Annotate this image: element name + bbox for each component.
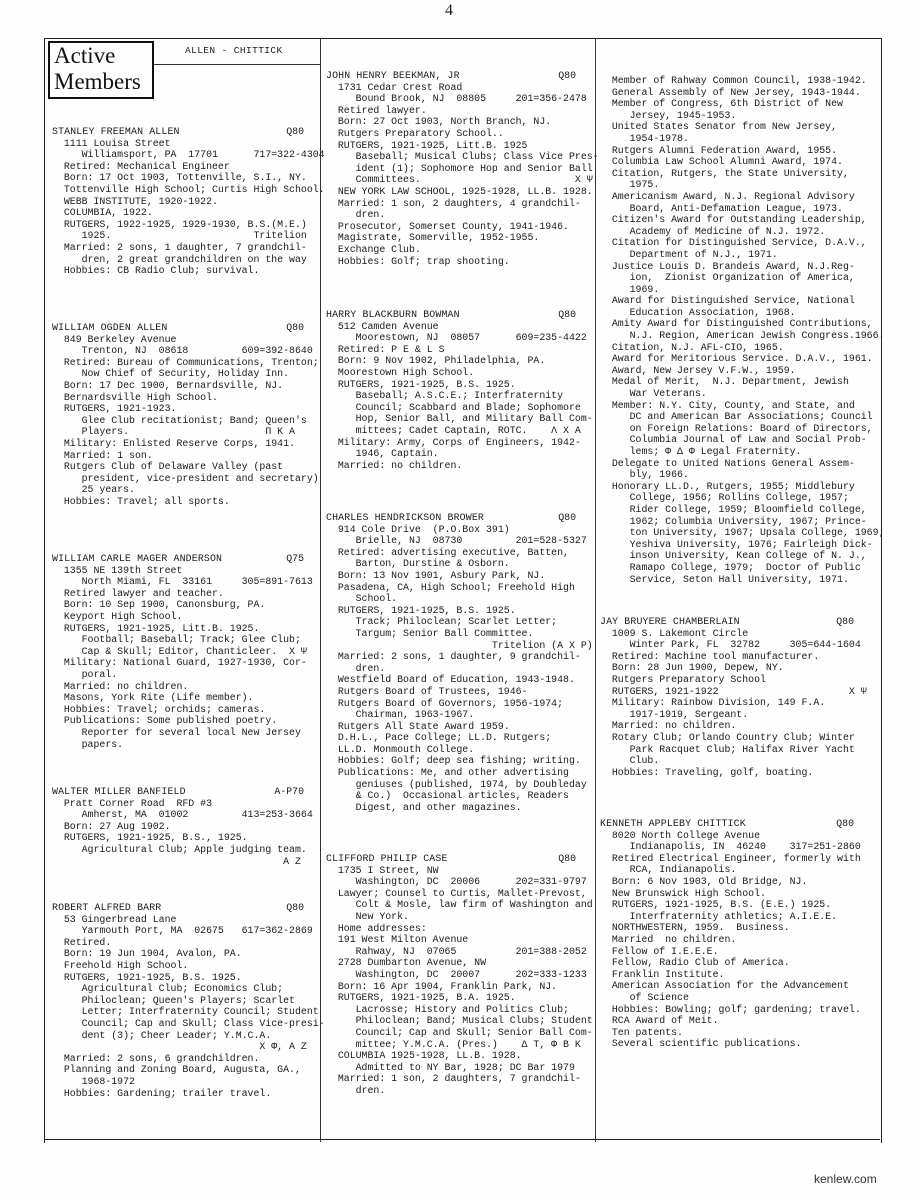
- member-entry-brower: [326, 512, 593, 813]
- class-year: Q80: [836, 616, 854, 627]
- member-details: Member of Rahway Common Council, 1938-1942. General Assembly of New Jersey, 1943-1944. Member of Congress, 6th District of New Jersey, 1945-1953. United States Senator from New Jersey, 1954-1978. Rutgers Alumni Federation Award, 1955. Columbia Law School Alumni Award, 1974. Citation, Rutgers, the State University, 1975. Americanism Award, N.J. Regional Advisory Board, Anti-Defamation League, 1973. Citizen's Award for Outstanding Leadership, Academy of Medicine of N.J. 1972. Citation for Distinguished Service, D.A.V., Department of N.J., 1971. Justice Louis D. Brandeis Award, N.J.Reg- ion, Zionist Organization of America, 1969. Award for Distinguished Service, National Education Association, 1968. Amity Award for Distinguished Contributions, N.J. Region, American Jewish Congress.1966. Citation, N.J. AFL-CIO, 1965. Award for Meritorious Service. D.A.V., 1961. Award, New Jersey V.F.W., 1959. Medal of Merit, N.J. Department, Jewish War Veterans. Member: N.Y. City, County, and State, and DC and American Bar Associations; Council on Foreign Relations: Board of Directors, Columbia Journal of Law and Social Prob- lems; Φ Δ Φ Legal Fraternity. Delegate to United Nations General Assem- bly, 1966. Honorary LL.D., Rutgers, 1955; Middlebury College, 1956; Rollins College, 1957; Rider College, 1959; Bloomfield College, 1962; Columbia University, 1967; Prince- ton University, 1967; Upsala College, 1969; Yeshiva University, 1976; Fairleigh Dick- inson University, Kean College of N. J., Ramapo College, 1979; Doctor of Public Service, Seton Hall University, 1971.: [600, 75, 885, 585]
- member-name: JOHN HENRY BEEKMAN, JR: [326, 70, 460, 81]
- member-entry-case-continued: [600, 75, 885, 585]
- watermark: kenlew.com: [814, 1172, 877, 1186]
- class-year: Q80: [558, 70, 576, 81]
- member-name: ROBERT ALFRED BARR: [52, 902, 162, 913]
- class-year: Q80: [286, 126, 304, 137]
- member-name: STANLEY FREEMAN ALLEN: [52, 126, 180, 137]
- member-entry-allen-william: [52, 322, 319, 508]
- member-entry-allen-stanley: [52, 126, 325, 277]
- header-rule: [154, 64, 320, 65]
- member-name: JAY BRUYERE CHAMBERLAIN: [600, 616, 740, 627]
- column-divider-2: [595, 38, 596, 1142]
- member-details: 1009 S. Lakemont Circle Winter Park, FL 32782 305=644-1604 Retired: Machine tool manufacturer. Born: 28 Jun 1900, Depew, NY. Rutgers Preparatory School RUTGERS, 1921-1922 X Ψ Military: Rainbow Division, 149 F.A. 1917-1919, Sergeant. Married: no children. Rotary Club; Orlando Country Club; Winter Park Racquet Club; Halifax River Yacht Club. Hobbies: Traveling, golf, boating.: [600, 627, 867, 778]
- section-title: Active Members: [54, 43, 141, 94]
- frame-bottom-rule: [44, 1139, 880, 1140]
- member-details: 849 Berkeley Avenue Trenton, NJ 08618 609=392-8640 Retired: Bureau of Communications, Trenton; Now Chief of Security, Holiday Inn. Born: 17 Dec 1900, Bernardsville, NJ. Bernardsville High School. RUTGERS, 1921-1923. Glee Club recitationist; Band; Queen's Players. Π K A Military: Enlisted Reserve Corps, 1941. Married: 1 son. Rutgers Club of Delaware Valley (past president, vice-president and secretary) 25 years. Hobbies: Travel; all sports.: [52, 333, 319, 507]
- class-year: Q80: [286, 902, 304, 913]
- member-name: WALTER MILLER BANFIELD: [52, 786, 186, 797]
- section-title-box: [48, 41, 154, 99]
- member-name: CHARLES HENDRICKSON BROWER: [326, 512, 484, 523]
- member-entry-beekman: [326, 70, 599, 267]
- member-details: 53 Gingerbread Lane Yarmouth Port, MA 02675 617=362-2869 Retired. Born: 19 Jun 1904, Avalon, PA. Freehold High School. RUTGERS, 1921-1925, B.S. 1925. Agricultural Club; Economics Club; Philoclean; Queen's Players; Scarlet Letter; Interfraternity Council; Student Council; Cap and Skull; Class Vice-presi- dent (3); Cheer Leader; Y.M.C.A. X Φ, A Z Married: 2 sons, 6 grandchildren. Planning and Zoning Board, Augusta, GA., 1968-1972 Hobbies: Gardening; trailer travel.: [52, 913, 325, 1099]
- member-name: CLIFFORD PHILIP CASE: [326, 853, 448, 864]
- class-year: Q80: [558, 512, 576, 523]
- member-details: 1355 NE 139th Street North Miami, FL 33161 305=891-7613 Retired lawyer and teacher. Born: 10 Sep 1900, Canonsburg, PA. Keyport High School. RUTGERS, 1921-1925, Litt.B. 1925. Football; Baseball; Track; Glee Club; Cap & Skull; Editor, Chanticleer. X Ψ Military: National Guard, 1927-1930, Cor- poral. Married: no children. Masons, York Rite (Life member). Hobbies: Travel; orchids; cameras. Publications: Some published poetry. Reporter for several local New Jersey papers.: [52, 564, 313, 750]
- class-year: Q80: [558, 309, 576, 320]
- member-name: WILLIAM CARLE MAGER ANDERSON: [52, 553, 223, 564]
- class-year: Q80: [836, 818, 854, 829]
- member-entry-case: [326, 853, 593, 1096]
- page-number: 4: [445, 2, 453, 19]
- name-range-header: ALLEN - CHITTICK: [185, 45, 283, 56]
- member-entry-bowman: [326, 309, 593, 471]
- member-name: KENNETH APPLEBY CHITTICK: [600, 818, 746, 829]
- class-year: A-P70: [274, 786, 304, 797]
- class-year: Q75: [286, 553, 304, 564]
- class-year: Q80: [558, 853, 576, 864]
- column-divider-1: [320, 38, 321, 1142]
- member-details: 1731 Cedar Crest Road Bound Brook, NJ 08805 201=356-2478 Retired lawyer. Born: 27 Oct 1903, North Branch, NJ. Rutgers Preparatory School.. RUTGERS, 1921-1925, Litt.B. 1925 Baseball; Musical Clubs; Class Vice Pres- ident (1); Sophomore Hop and Senior Ball Committees. X Ψ NEW YORK LAW SCHOOL, 1925-1928, LL.B. 1928. Married: 1 son, 2 daughters, 4 grandchil- dren. Prosecutor, Somerset County, 1941-1946. Magistrate, Somerville, 1952-1955. Exchange Club. Hobbies: Golf; trap shooting.: [326, 81, 599, 267]
- member-entry-chamberlain: [600, 616, 867, 778]
- member-details: 1111 Louisa Street Williamsport, PA 17701 717=322-4304 Retired: Mechanical Engineer Born: 17 Oct 1903, Tottenville, S.I., NY. Tottenville High School; Curtis High School. WEBB INSTITUTE, 1920-1922. COLUMBIA, 1922. RUTGERS, 1922-1925, 1929-1930, B.S.(M.E.) 1925. Tritelion Married: 2 sons, 1 daughter, 7 grandchil- dren, 2 great grandchildren on the way Hobbies: CB Radio Club; survival.: [52, 137, 325, 277]
- member-details: Pratt Corner Road RFD #3 Amherst, MA 01002 413=253-3664 Born: 27 Aug 1902. RUTGERS, 1921-1925, B.S., 1925. Agricultural Club; Apple judging team. A Z: [52, 797, 313, 867]
- member-details: 512 Camden Avenue Moorestown, NJ 08057 609=235-4422 Retired: P E & L S Born: 9 Nov 1902, Philadelphia, PA. Moorestown High School. RUTGERS, 1921-1925, B.S. 1925. Baseball; A.S.C.E.; Interfraternity Council; Scabbard and Blade; Sophomore Hop, Senior Ball, and Military Ball Com- mittees; Cadet Captain, ROTC. Λ X A Military: Army, Corps of Engineers, 1942- 1946, Captain. Married: no children.: [326, 320, 593, 471]
- member-name: WILLIAM OGDEN ALLEN: [52, 322, 168, 333]
- member-details: 1735 I Street, NW Washington, DC 20006 202=331-9797 Lawyer; Counsel to Curtis, Mallet-Prevost, Colt & Mosle, law firm of Washington and New York. Home addresses: 191 West Milton Avenue Rahway, NJ 07065 201=388-2052 2728 Dumbarton Avenue, NW Washington, DC 20007 202=333-1233 Born: 16 Apr 1904, Franklin Park, NJ. RUTGERS, 1921-1925, B.A. 1925. Lacrosse; History and Politics Club; Philoclean; Band; Musical Clubs; Student Council; Cap and Skull; Senior Ball Com- mittee; Y.M.C.A. (Pres.) Δ T, Φ B K COLUMBIA 1925-1928, LL.B. 1928. Admitted to NY Bar, 1928; DC Bar 1979 Married: 1 son, 2 daughters, 7 grandchil- dren.: [326, 864, 593, 1096]
- member-details: 8020 North College Avenue Indianapolis, IN 46240 317=251-2860 Retired Electrical Engineer, formerly with RCA, Indianapolis. Born: 6 Nov 1903, Old Bridge, NJ. New Brunswick High School. RUTGERS, 1921-1925, B.S. (E.E.) 1925. Interfraternity athletics; A.I.E.E. NORTHWESTERN, 1959. Business. Married no children. Fellow of I.E.E.E. Fellow, Radio Club of America. Franklin Institute. American Association for the Advancement of Science Hobbies: Bowling; golf; gardening; travel. RCA Award of Meit. Ten patents. Several scientific publications.: [600, 829, 861, 1050]
- member-name: HARRY BLACKBURN BOWMAN: [326, 309, 460, 320]
- member-entry-chittick: [600, 818, 861, 1050]
- member-entry-barr: [52, 902, 325, 1099]
- member-details: 914 Cole Drive (P.O.Box 391) Brielle, NJ 08730 201=528-5327 Retired: advertising executive, Batten, Barton, Durstine & Osborn. Born: 13 Nov 1901, Asbury Park, NJ. Pasadena, CA, High School; Freehold High School. RUTGERS, 1921-1925, B.S. 1925. Track; Philoclean; Scarlet Letter; Targum; Senior Ball Committee. Tritelion (A X P) Married: 2 sons, 1 daughter, 9 grandchil- dren. Westfield Board of Education, 1943-1948. Rutgers Board of Trustees, 1946- Rutgers Board of Governors, 1956-1974; Chairman, 1963-1967. Rutgers All State Award 1959. D.H.L., Pace College; LL.D. Rutgers; LL.D. Monmouth College. Hobbies: Golf; deep sea fishing; writing. Publications: Me, and other advertising geniuses (published, 1974, by Doubleday & Co.) Occasional articles, Readers Digest, and other magazines.: [326, 523, 593, 813]
- class-year: Q80: [286, 322, 304, 333]
- member-entry-banfield: [52, 786, 314, 867]
- member-entry-anderson: [52, 553, 314, 750]
